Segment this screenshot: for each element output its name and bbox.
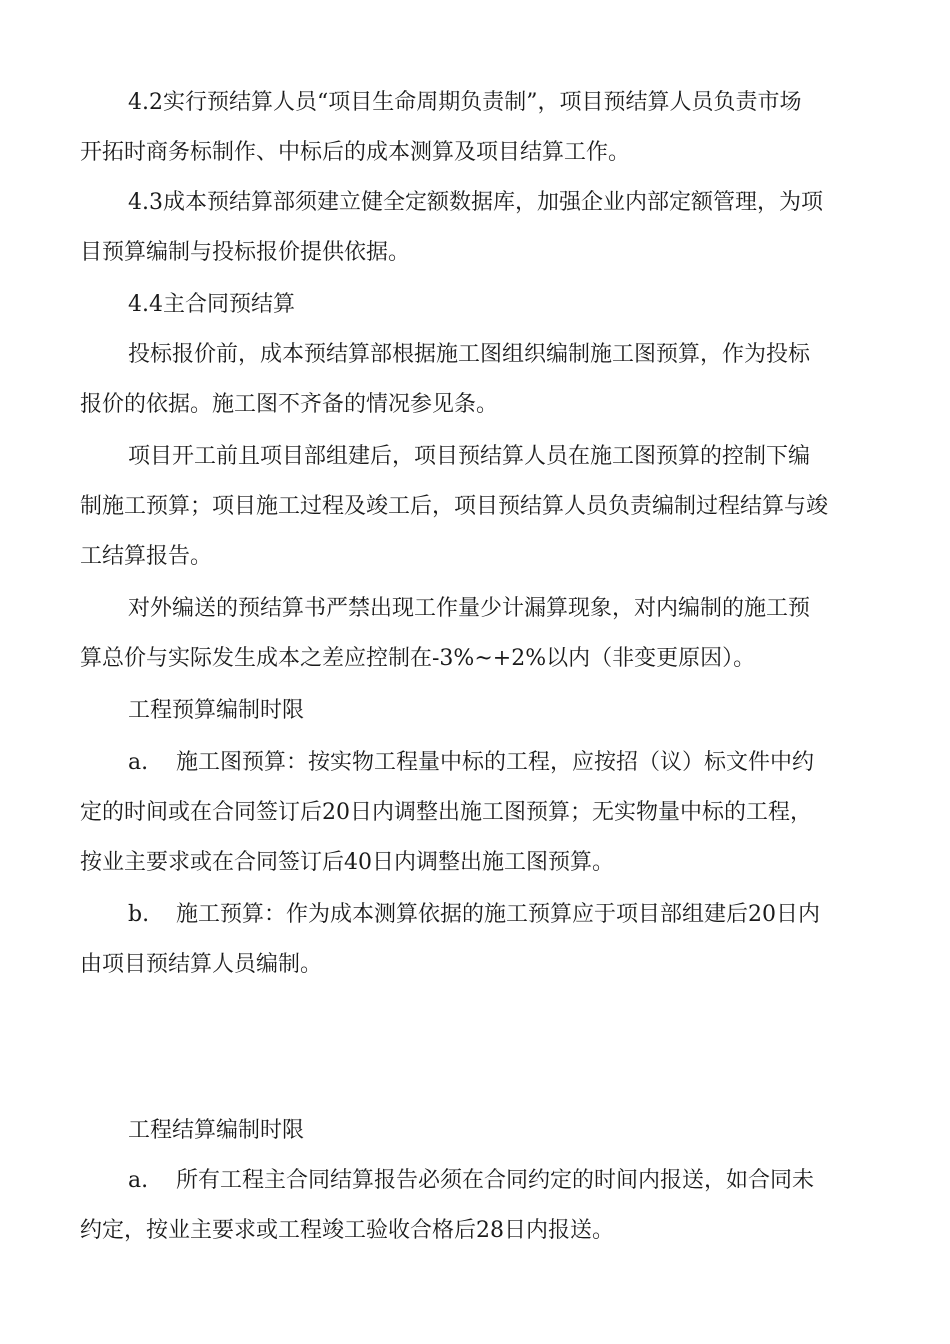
list-item-a-drawing-budget: [80, 738, 880, 888]
list-item-a-settlement-report: [80, 1156, 880, 1256]
text-line: 定的时间或在合同签订后20日内调整出施工图预算；无实物量中标的工程，: [80, 800, 812, 825]
section-heading-budget-deadline: [80, 686, 880, 736]
text-line: 项目开工前且项目部组建后，项目预结算人员在施工图预算的控制下编: [128, 444, 811, 469]
text-fragment: 施工预算：作为成本测算依据的施工预算应于项目部组建后20日内: [176, 902, 820, 927]
text-line: 对外编送的预结算书严禁出现工作量少计漏算现象，对内编制的施工预: [128, 596, 811, 621]
text-line: 工结算报告。: [80, 544, 213, 569]
paragraph-4-2: [80, 78, 880, 178]
text-fragment: 施工图预算：按实物工程量中标的工程，应按招（议）标文件中约: [176, 750, 815, 775]
text-line: 按业主要求或在合同签订后40日内调整出施工图预算。: [80, 850, 614, 875]
text-line: 由项目预结算人员编制。: [80, 952, 323, 977]
paragraph-external-budget: [80, 584, 880, 684]
text-line: [80, 890, 880, 940]
text-line: [80, 738, 880, 788]
list-marker: a.: [128, 1168, 149, 1193]
text-line: 报价的依据。施工图不齐备的情况参见条。: [80, 392, 499, 417]
section-heading-4-4: [80, 280, 880, 330]
list-item-b-construction-budget: [80, 890, 880, 990]
text-line: 工程结算编制时限: [128, 1118, 305, 1143]
paragraph-project-start: [80, 432, 880, 582]
text-line: [80, 1156, 880, 1206]
text-line: 制施工预算；项目施工过程及竣工后，项目预结算人员负责编制过程结算与竣: [80, 494, 829, 519]
text-line: 开拓时商务标制作、中标后的成本测算及项目结算工作。: [80, 140, 631, 165]
text-line: 4.4主合同预结算: [128, 292, 295, 317]
text-line: 约定，按业主要求或工程竣工验收合格后28日内报送。: [80, 1218, 614, 1243]
list-marker: b.: [128, 902, 150, 927]
text-line: 投标报价前，成本预结算部根据施工图组织编制施工图预算，作为投标: [128, 342, 811, 367]
section-heading-settlement-deadline: [80, 1106, 880, 1156]
text-line: 工程预算编制时限: [128, 698, 305, 723]
document-page: [80, 0, 880, 1344]
paragraph-4-3: [80, 178, 880, 278]
list-marker: a.: [128, 750, 149, 775]
text-fragment: 所有工程主合同结算报告必须在合同约定的时间内报送，如合同未: [176, 1168, 815, 1193]
text-line: 4.3成本预结算部须建立健全定额数据库，加强企业内部定额管理，为项: [128, 190, 823, 215]
text-line: 算总价与实际发生成本之差应控制在-3%~+2%以内（非变更原因）。: [80, 646, 756, 671]
text-line: 4.2实行预结算人员“项目生命周期负责制”，项目预结算人员负责市场: [128, 90, 802, 115]
paragraph-bid-quotation: [80, 330, 880, 430]
text-line: 目预算编制与投标报价提供依据。: [80, 240, 411, 265]
